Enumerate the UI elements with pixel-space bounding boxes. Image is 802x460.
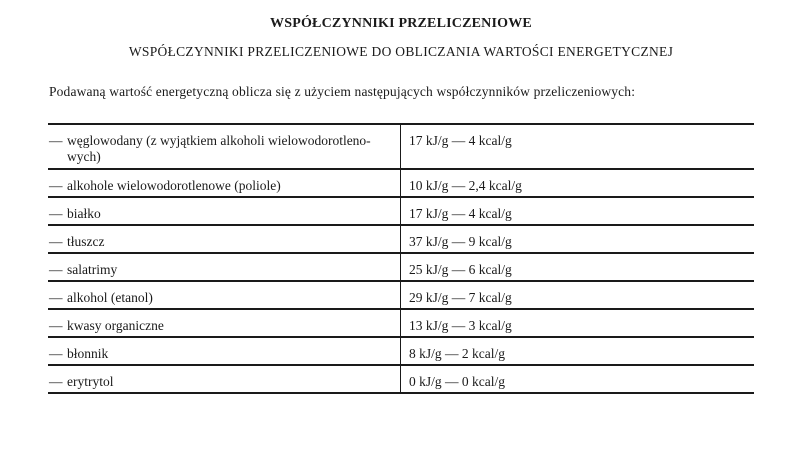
factor-value-cell bbox=[401, 197, 755, 225]
dash-bullet: — bbox=[49, 346, 63, 361]
factor-value: 10 kJ/g — 2,4 kcal/g bbox=[409, 178, 522, 193]
factor-value: 17 kJ/g — 4 kcal/g bbox=[409, 133, 512, 148]
factor-label-continuation: wych) bbox=[67, 149, 101, 164]
table-row bbox=[48, 365, 754, 393]
dash-bullet: — bbox=[49, 206, 63, 221]
dash-bullet: — bbox=[49, 318, 63, 333]
factor-label: błonnik bbox=[67, 346, 109, 361]
table-row bbox=[48, 124, 754, 169]
table-row bbox=[48, 197, 754, 225]
table-row bbox=[48, 253, 754, 281]
factor-label: alkohole wielowodorotlenowe (poliole) bbox=[67, 178, 281, 193]
document-subtitle: WSPÓŁCZYNNIKI PRZELICZENIOWE DO OBLICZANIA WARTOŚCI ENERGETYCZNEJ bbox=[128, 44, 674, 59]
intro-paragraph: Podawaną wartość energetyczną oblicza się z użyciem następujących współczynników przeliczeniowych: bbox=[49, 84, 636, 99]
factor-value: 17 kJ/g — 4 kcal/g bbox=[409, 206, 512, 221]
factor-value-cell bbox=[401, 169, 755, 197]
factor-label: erytrytol bbox=[67, 374, 114, 389]
factor-value: 0 kJ/g — 0 kcal/g bbox=[409, 374, 505, 389]
factor-label-cell bbox=[48, 253, 401, 281]
factor-value-cell bbox=[401, 225, 755, 253]
factor-label: kwasy organiczne bbox=[67, 318, 164, 333]
factor-label-cell bbox=[48, 169, 401, 197]
factor-value: 25 kJ/g — 6 kcal/g bbox=[409, 262, 512, 277]
factor-label: białko bbox=[67, 206, 101, 221]
dash-bullet: — bbox=[49, 178, 63, 193]
factor-label-cell bbox=[48, 365, 401, 393]
factor-value-cell bbox=[401, 281, 755, 309]
factor-value: 8 kJ/g — 2 kcal/g bbox=[409, 346, 505, 361]
factor-label-cell bbox=[48, 309, 401, 337]
factor-value-cell bbox=[401, 365, 755, 393]
factor-value-cell bbox=[401, 253, 755, 281]
dash-bullet: — bbox=[49, 133, 63, 148]
factor-label: salatrimy bbox=[67, 262, 118, 277]
dash-bullet: — bbox=[49, 234, 63, 249]
factor-label-cell bbox=[48, 281, 401, 309]
table-row bbox=[48, 337, 754, 365]
dash-bullet: — bbox=[49, 374, 63, 389]
table-row bbox=[48, 309, 754, 337]
factor-label-cell bbox=[48, 124, 401, 169]
factor-value: 29 kJ/g — 7 kcal/g bbox=[409, 290, 512, 305]
factor-value: 37 kJ/g — 9 kcal/g bbox=[409, 234, 512, 249]
factor-value: 13 kJ/g — 3 kcal/g bbox=[409, 318, 512, 333]
table-row bbox=[48, 169, 754, 197]
dash-bullet: — bbox=[49, 262, 63, 277]
factor-label-cell bbox=[48, 225, 401, 253]
factor-label: alkohol (etanol) bbox=[67, 290, 153, 305]
factor-label-cell bbox=[48, 337, 401, 365]
factor-value-cell bbox=[401, 337, 755, 365]
factor-label-cell bbox=[48, 197, 401, 225]
factor-value-cell bbox=[401, 309, 755, 337]
table-row bbox=[48, 281, 754, 309]
table-row bbox=[48, 225, 754, 253]
factor-label: węglowodany (z wyjątkiem alkoholi wielowodorotleno- bbox=[67, 133, 371, 148]
factor-label: tłuszcz bbox=[67, 234, 105, 249]
dash-bullet: — bbox=[49, 290, 63, 305]
document-title: WSPÓŁCZYNNIKI PRZELICZENIOWE bbox=[270, 16, 532, 31]
conversion-factors-table bbox=[48, 123, 754, 394]
factor-value-cell bbox=[401, 124, 755, 169]
